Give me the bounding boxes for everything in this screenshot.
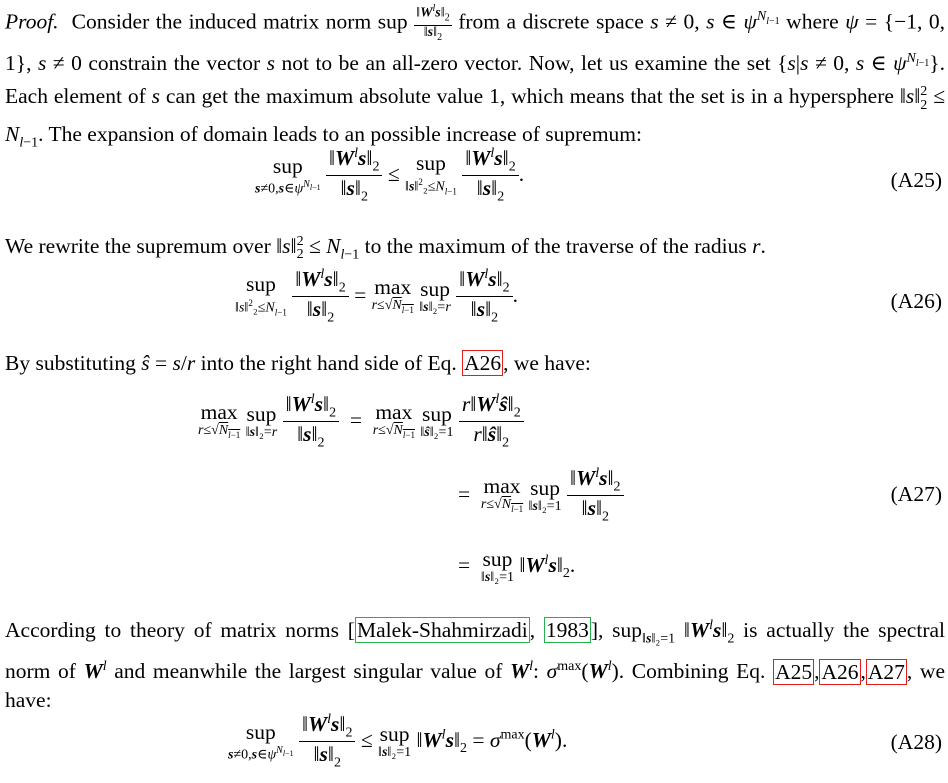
- equation-number-a26: (A26): [890, 289, 942, 313]
- paragraph-rewrite: We rewrite the supremum over ‖s‖$^2_2$ ≤ $N_{l-1}$ to the maximum of the traverse of the radius r.: [5, 234, 766, 263]
- equation-number-a27: (A27): [890, 482, 942, 506]
- paragraph-substitute: By substituting ŝ = s/r into the right hand side of Eq. A26, we have:: [5, 351, 591, 375]
- equation-number-a28: (A28): [890, 730, 942, 754]
- equation-a27-line1: max $r\le√N_{l-1}$ sup ‖s‖₂=r $\frac{‖W^ls‖_2}{‖s‖_2}$ = max $r\le√N_{l-1}$ sup ‖ŝ‖₂=1 $\frac{r‖W^lŝ‖_2}{r‖ŝ‖_2}$: [198, 392, 524, 452]
- citation-year[interactable]: 1983: [545, 618, 589, 643]
- eq-ref-a26-second[interactable]: A26: [821, 659, 859, 684]
- eq-ref-a27[interactable]: A27: [867, 659, 905, 684]
- paragraph-proof-intro: Proof. Consider the induced matrix norm sup $\frac{‖W^ls‖_2}{‖s‖_2}$ from a discrete space s ≠ 0, s ∈ $\psi^{N_{l-1}}$ where ψ = {−1, 0, 1}, s ≠ 0 constrain the vector s not to be an all-zero vector. Now, let us examine the set {s|s ≠ 0, s ∈ $\psi^{N_{l-1}}$}. Each element of s can get the maximum absolute value 1, which means that the set is in a hypersphere ‖s‖$^2_2$ ≤ $N_{l-1}$. The expansion of domain leads to an possible increase of supremum:: [5, 3, 946, 150]
- equation-a27-line3: = sup ‖s‖₂=1 $‖W^ls‖_2$.: [458, 547, 576, 585]
- equation-a28: sup $s\ne 0,s\in\psi^{N_{l-1}}$ $\frac{‖W^ls‖_2}{‖s‖_2}$ ≤ sup ‖s‖₂=1 $‖W^ls‖_2 = \sigma^{max}(W^l)$.: [228, 712, 568, 771]
- equation-number-a25: (A25): [890, 168, 942, 192]
- paragraph-spectral-norm: According to theory of matrix norms [Malek-Shahmirzadi, 1983], sup$_{‖s‖_2=1}$ $‖W^ls‖_2$ is actually the spectral norm of $W^l$ and meanwhile the largest singular value of $W^l$: $\sigma^{max}(W^l)$. Combining Eq. A25,A26,A27, we have:: [5, 618, 945, 712]
- eq-ref-a25[interactable]: A25: [775, 659, 813, 684]
- equation-a27-line2: = max $r\le√N_{l-1}$ sup ‖s‖₂=1 $\frac{‖W^ls‖_2}{‖s‖_2}$: [458, 466, 624, 526]
- eq-ref-a26[interactable]: A26: [464, 351, 502, 375]
- citation-author[interactable]: Malek-Shahmirzadi: [356, 618, 528, 643]
- proof-label: Proof.: [5, 9, 59, 34]
- inline-fraction: $\frac{‖W^ls‖_2}{‖s‖_2}$: [416, 3, 450, 44]
- equation-a26: sup $‖s‖^2_2\le N_{l-1}$ $\frac{‖W^ls‖_2}{‖s‖_2}$ = max $r\le√N_{l-1}$ sup ‖s‖₂=r $\frac{‖W^ls‖_2}{‖s‖_2}$ .: [235, 267, 519, 326]
- equation-a25: sup $s\ne 0,s\in\psi^{N_{l-1}}$ $\frac{‖W^ls‖_2}{‖s‖_2}$ ≤ sup $‖s‖^2_2\le N_{l-1}$ $\frac{‖W^ls‖_2}{‖s‖_2}$ .: [255, 146, 525, 205]
